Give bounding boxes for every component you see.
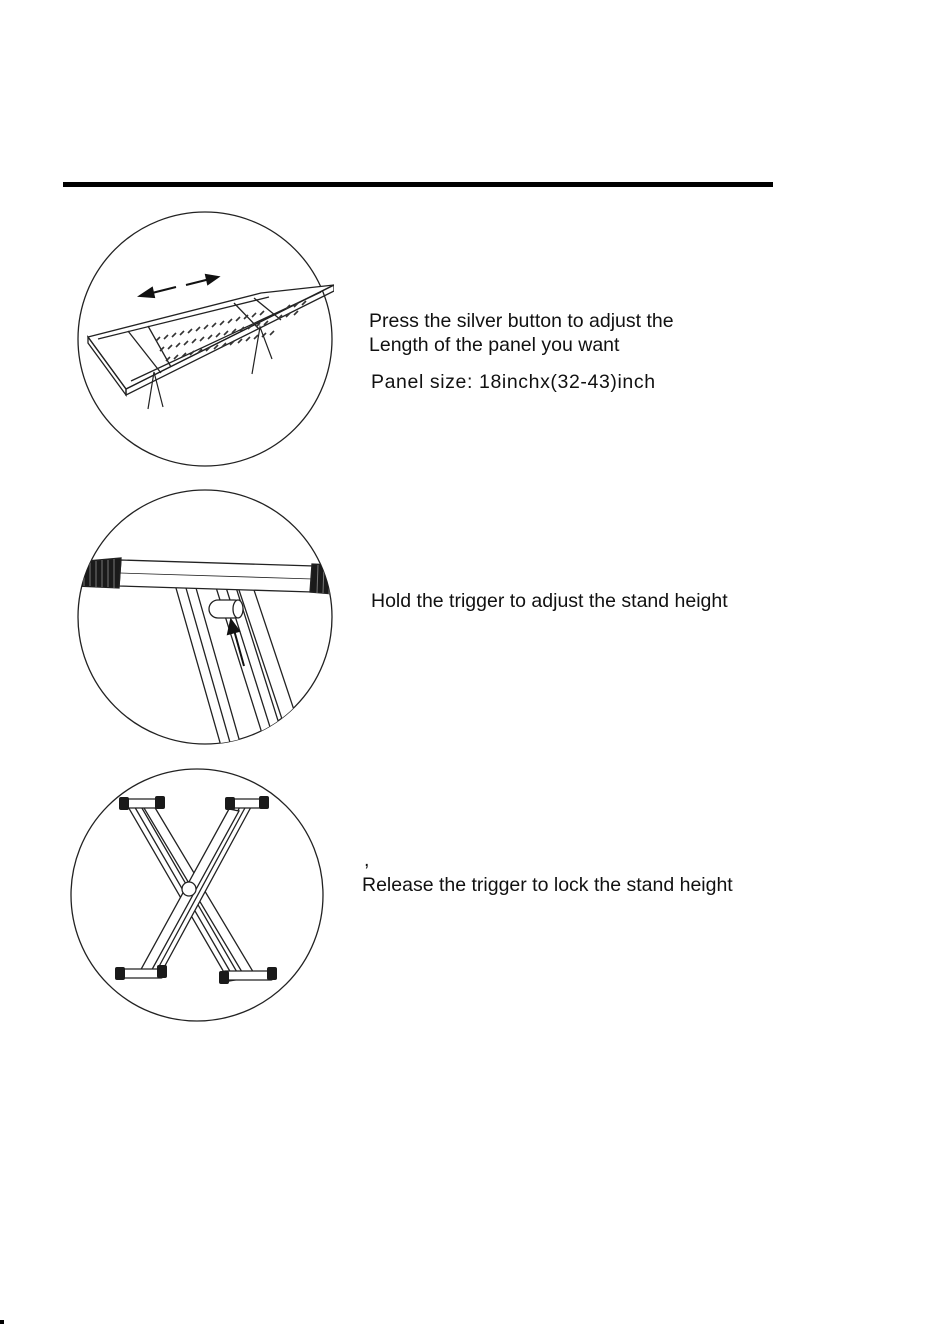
step1-instruction-line1: Press the silver button to adjust the <box>369 310 674 332</box>
trigger-illustration <box>76 488 334 746</box>
step1-instruction-line2: Length of the panel you want <box>369 334 620 356</box>
panel-size-text: Panel size: 18inchx(32-43)inch <box>371 371 656 393</box>
step2-instruction: Hold the trigger to adjust the stand height <box>371 590 728 612</box>
step3-mark: , <box>364 849 370 871</box>
header-rule <box>63 182 773 187</box>
step3-instruction: Release the trigger to lock the stand height <box>362 874 733 896</box>
page-corner-mark <box>0 1320 4 1324</box>
x-stand-illustration <box>69 767 325 1023</box>
extendable-panel-illustration <box>76 209 334 469</box>
